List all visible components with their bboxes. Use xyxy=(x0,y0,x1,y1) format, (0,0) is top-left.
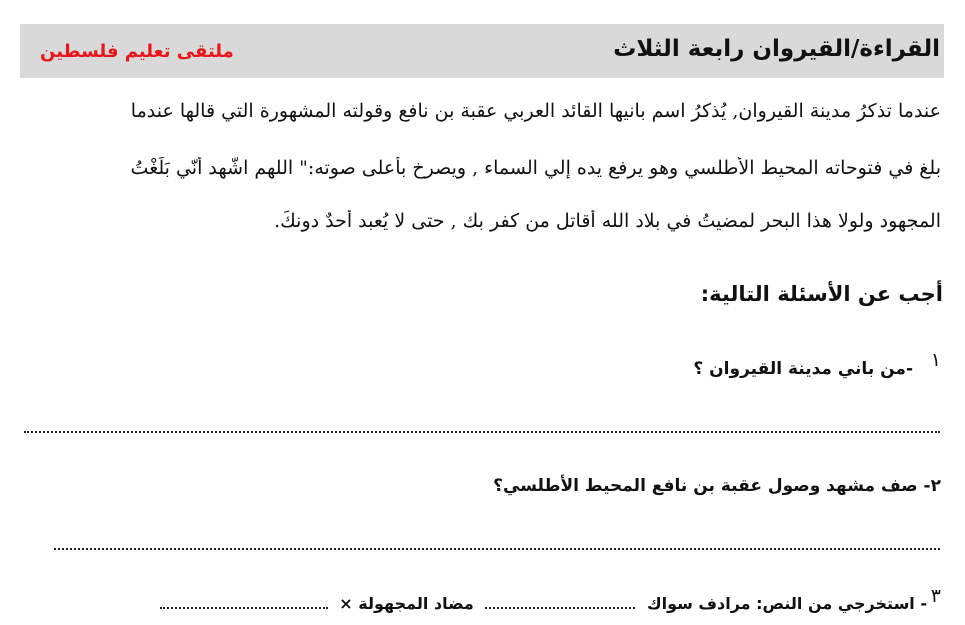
questions-heading: أجب عن الأسئلة التالية: xyxy=(700,282,943,306)
answer-1-line[interactable] xyxy=(24,431,940,433)
passage-line-3: المجهود ولولا هذا البحر لمضيتُ في بلاد الله أقاتل من كفر بك , حتى لا يُعبد أحدٌ دونكَ. xyxy=(274,210,941,232)
question-3-prefix: - استخرجي من النص: xyxy=(756,594,927,613)
passage-line-2: بلغ في فتوحاته المحيط الأطلسي وهو يرفع يده إلي السماء , ويصرخ بأعلى صوته:" اللهم اشّهد أنّي بَلَغْتُ xyxy=(130,157,941,179)
synonym-label: مرادف سواك xyxy=(646,594,751,613)
antonym-label: مضاد المجهولة × xyxy=(339,594,474,613)
antonym-answer-line[interactable] xyxy=(160,607,328,609)
site-name: ملتقى تعليم فلسطين xyxy=(40,41,234,62)
question-1-number: ١ xyxy=(930,349,941,371)
passage-line-1: عندما تذكرُ مدينة القيروان, يُذكرُ اسم بانيها القائد العربي عقبة بن نافع وقولته المشهورة التي قالها عندما xyxy=(130,100,941,122)
question-1-text: -من باني مدينة القيروان ؟ xyxy=(693,359,913,379)
answer-2-line[interactable] xyxy=(54,548,940,550)
question-3-number: ٣ xyxy=(930,585,941,607)
question-3-row xyxy=(154,594,927,613)
lesson-title: القراءة/القيروان رابعة الثلاث xyxy=(613,36,940,62)
question-2-text: ٢- صف مشهد وصول عقبة بن نافع المحيط الأطلسي؟ xyxy=(493,476,941,496)
title-bar xyxy=(20,24,944,78)
synonym-answer-line[interactable] xyxy=(485,607,635,609)
